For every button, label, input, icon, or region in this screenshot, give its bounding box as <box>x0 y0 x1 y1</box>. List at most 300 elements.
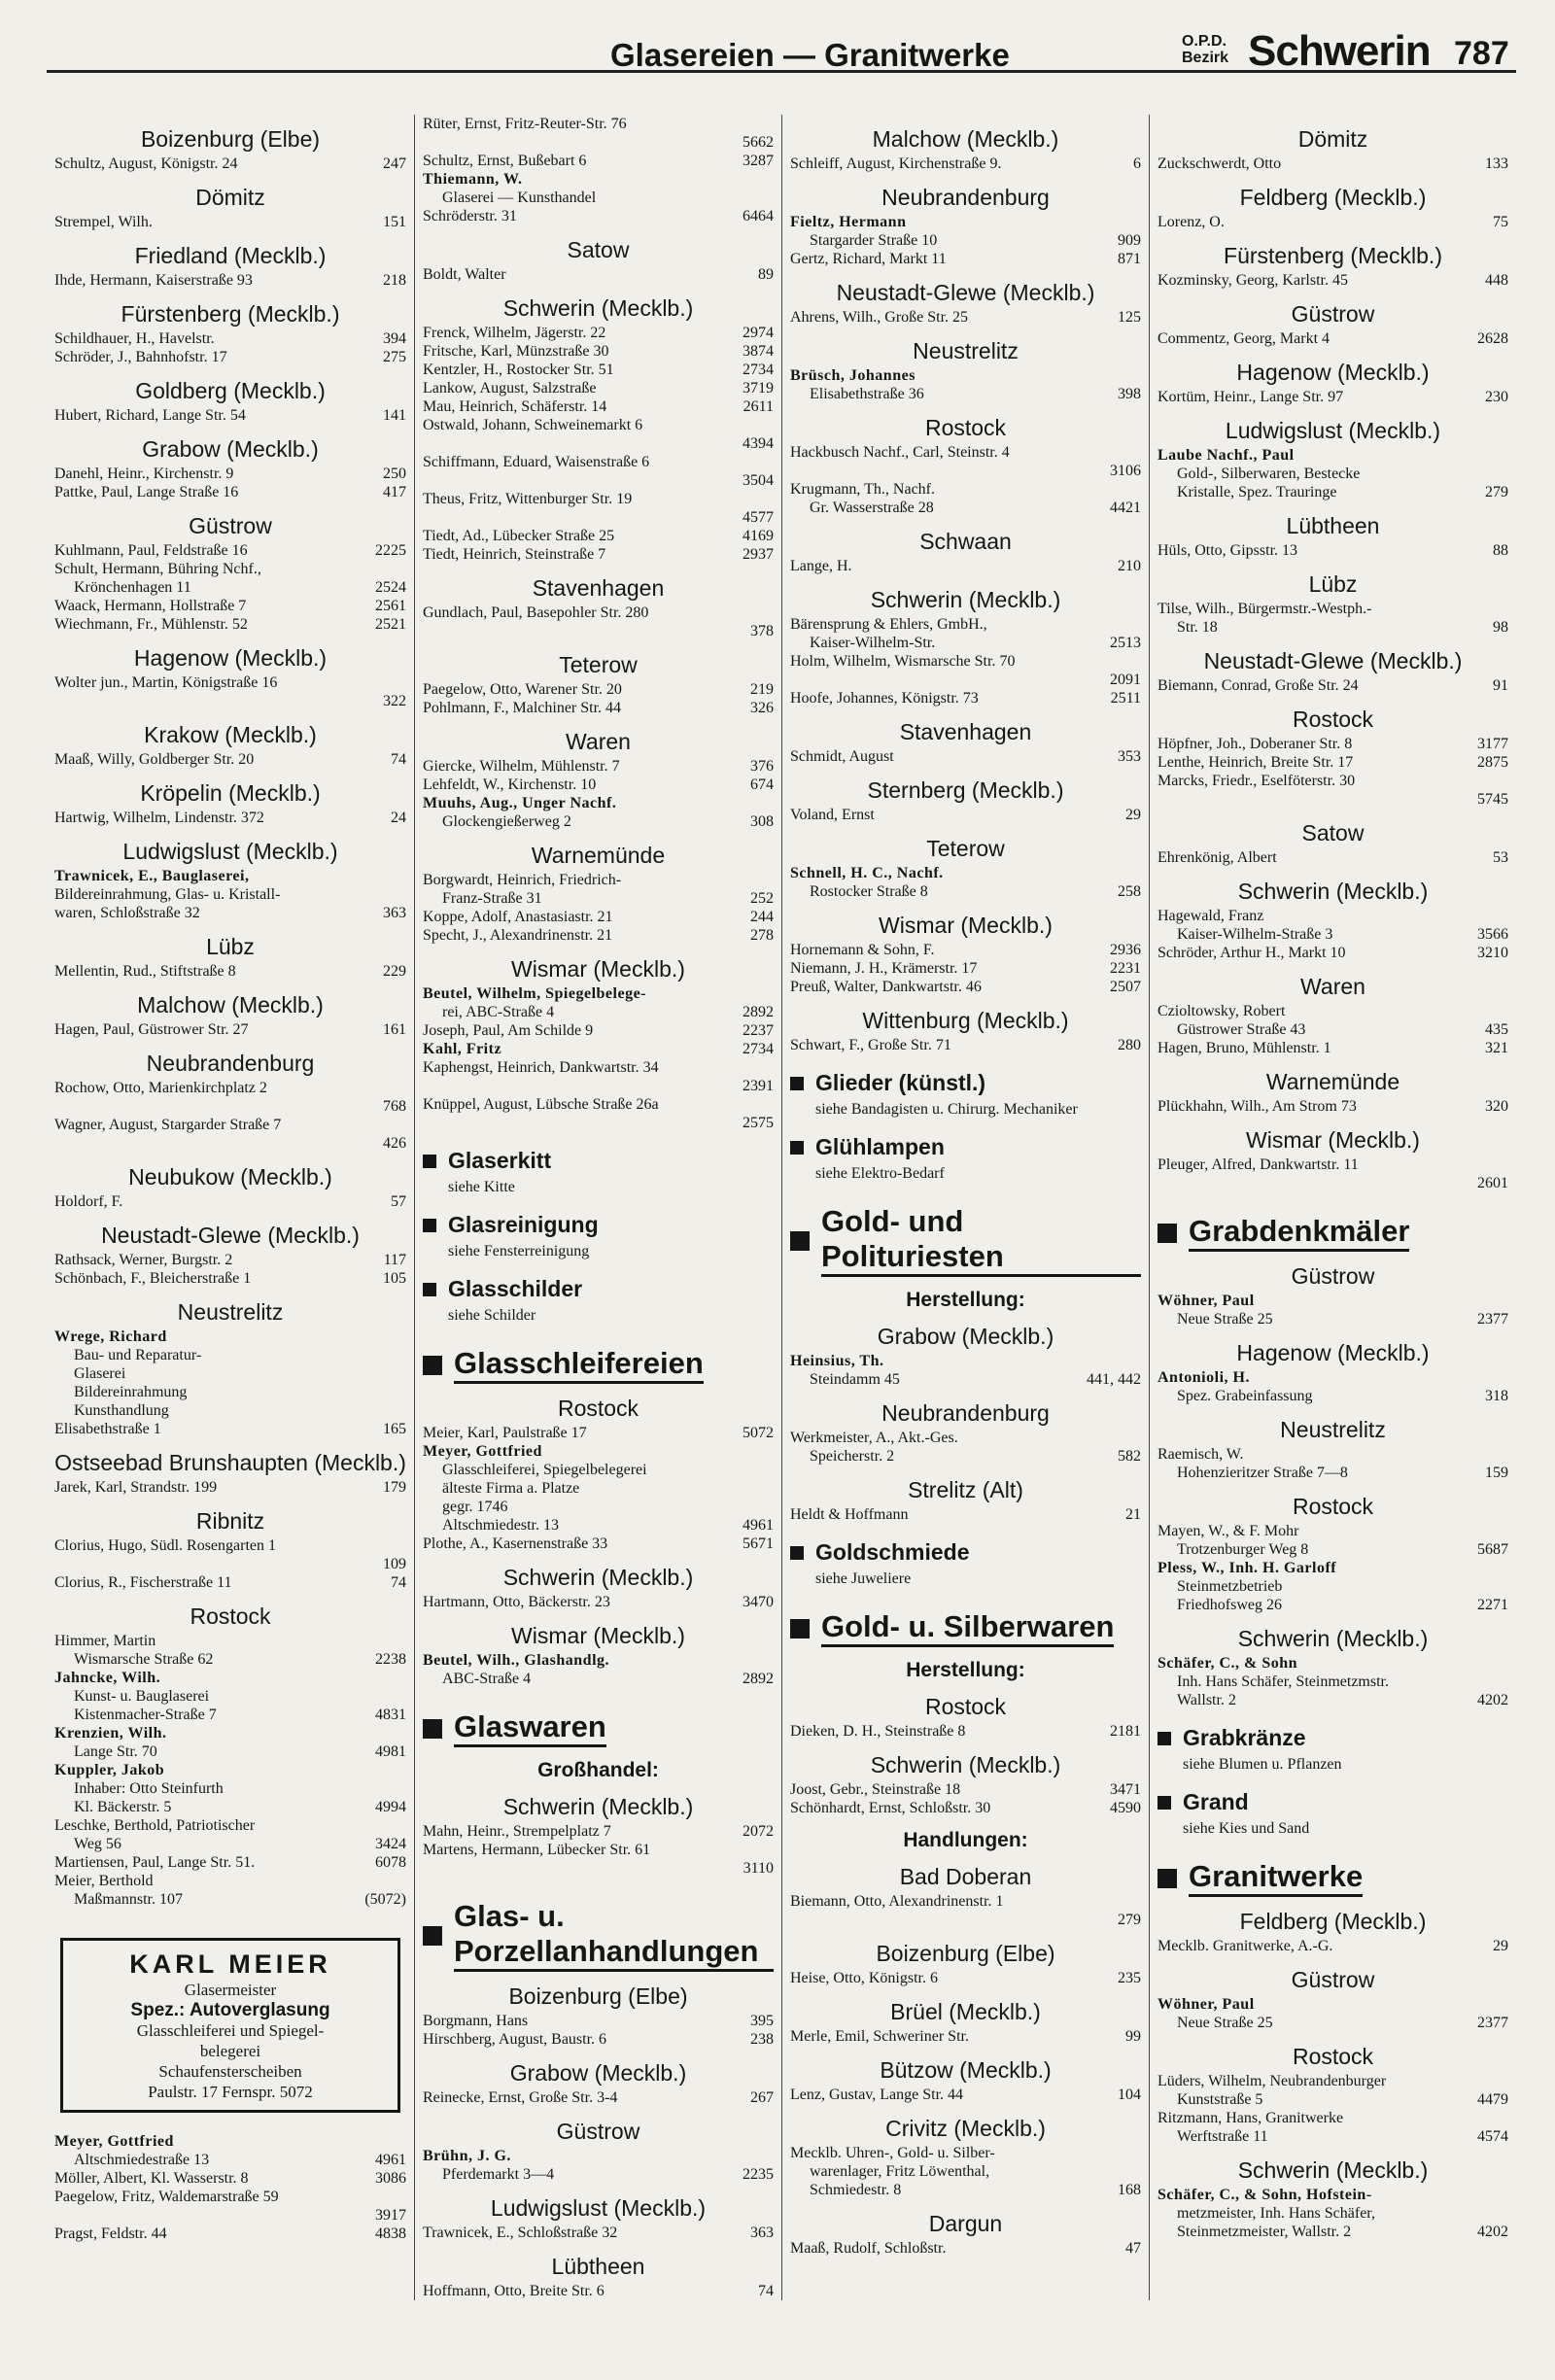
directory-entry <box>1158 790 1508 809</box>
section-title: Glasschilder <box>448 1276 583 1301</box>
entry-name: Pattke, Paul, Lange Straße 16 <box>54 484 239 500</box>
directory-entry <box>423 1516 774 1535</box>
entry-phone: 2377 <box>1477 1311 1508 1328</box>
entry-name <box>810 1911 1112 1929</box>
directory-entry <box>54 1835 406 1853</box>
entry-name: Brüsch, Johannes <box>790 367 916 384</box>
directory-entry <box>1158 2186 1508 2204</box>
directory-entry <box>423 527 774 545</box>
entry-phone <box>400 1328 406 1346</box>
city-heading: Rostock <box>190 1604 271 1629</box>
directory-entry <box>1158 213 1508 231</box>
directory-entry <box>1158 1995 1508 2014</box>
city-heading: Wismar (Mecklb.) <box>879 913 1053 938</box>
section-heading <box>423 1899 774 1972</box>
entry-name: Biemann, Otto, Alexandrinenstr. 1 <box>790 1893 1004 1910</box>
entry-name: Antonioli, H. <box>1158 1369 1250 1386</box>
section-title: Gold- u. Silberwaren <box>821 1609 1114 1647</box>
entry-phone <box>768 1442 774 1461</box>
directory-entry <box>54 1853 406 1872</box>
entry-phone: 3424 <box>375 1836 406 1852</box>
entry-name: Theus, Fritz, Wittenburger Str. 19 <box>423 491 633 507</box>
entry-name: Kl. Bäckerstr. 5 <box>74 1799 172 1815</box>
entry-name: Strempel, Wilh. <box>54 214 153 230</box>
square-bullet-icon <box>790 1546 804 1560</box>
entry-phone <box>768 1058 774 1077</box>
entry-name: Joseph, Paul, Am Schilde 9 <box>423 1022 594 1039</box>
directory-entry <box>54 1872 406 1890</box>
entry-phone: 2936 <box>1110 942 1141 958</box>
entry-phone: 99 <box>1125 2028 1141 2045</box>
entry-phone: 4831 <box>375 1707 406 1723</box>
entry-phone: 74 <box>758 2283 774 2299</box>
entry-name: Kozminsky, Georg, Karlstr. 45 <box>1158 272 1348 289</box>
city-heading: Wismar (Mecklb.) <box>511 956 685 982</box>
city-heading: Malchow (Mecklb.) <box>137 992 324 1018</box>
section-title: Glaswaren <box>454 1709 606 1747</box>
directory-entry <box>423 1535 774 1553</box>
entry-phone: 21 <box>1125 1506 1141 1523</box>
entry-name: Rüter, Ernst, Fritz-Reuter-Str. 76 <box>423 116 627 132</box>
entry-phone: 2231 <box>1110 960 1141 977</box>
square-bullet-icon <box>423 1283 436 1296</box>
directory-entry <box>790 689 1141 707</box>
entry-phone: 2734 <box>743 362 774 378</box>
entry-phone <box>768 170 774 189</box>
square-bullet-icon <box>1158 1869 1177 1888</box>
entry-name <box>74 1555 377 1573</box>
entry-name: Pragst, Feldstr. 44 <box>54 2225 167 2242</box>
directory-entry <box>790 1969 1141 1987</box>
entry-phone: 376 <box>750 758 774 775</box>
see-reference: siehe Schilder <box>448 1307 536 1324</box>
city-heading: Dömitz <box>1297 126 1368 152</box>
directory-entry <box>423 1479 774 1498</box>
directory-entry <box>54 348 406 366</box>
entry-phone: 247 <box>383 155 406 172</box>
section-heading <box>1158 1725 1508 1751</box>
entry-name: Hoffmann, Otto, Breite Str. 6 <box>423 2283 605 2299</box>
entry-name: Schröder, J., Bahnhofstr. 17 <box>54 349 227 365</box>
entry-name: Hirschberg, August, Baustr. 6 <box>423 2031 607 2048</box>
section-title: Gold- und Polituriesten <box>821 1204 1141 1277</box>
entry-name: Paegelow, Otto, Warener Str. 20 <box>423 681 622 698</box>
directory-entry <box>423 416 774 434</box>
entry-phone <box>400 1632 406 1650</box>
entry-phone: 179 <box>383 1479 406 1496</box>
directory-entry <box>790 978 1141 996</box>
entry-phone: (5072) <box>364 1891 406 1908</box>
entry-phone: 88 <box>1493 542 1508 559</box>
entry-name <box>442 434 737 453</box>
square-bullet-icon <box>1158 1224 1177 1243</box>
entry-phone <box>1135 615 1141 634</box>
section-heading <box>423 1709 774 1747</box>
entry-phone: 229 <box>383 963 406 980</box>
entry-phone: 3086 <box>375 2170 406 2187</box>
entry-phone <box>768 115 774 133</box>
directory-entry <box>1158 1691 1508 1709</box>
entry-phone <box>768 604 774 622</box>
square-bullet-icon <box>790 1141 804 1155</box>
entry-name: Neue Straße 25 <box>1177 1311 1273 1328</box>
entry-phone: 2521 <box>375 616 406 633</box>
city-heading: Schwerin (Mecklb.) <box>502 1565 694 1590</box>
entry-phone: 2237 <box>743 1022 774 1039</box>
directory-entry <box>423 1095 774 1114</box>
entry-name: Schäfer, C., & Sohn <box>1158 1655 1298 1672</box>
entry-phone <box>1503 1156 1508 1174</box>
see-reference: siehe Blumen u. Pflanzen <box>1183 1756 1342 1773</box>
entry-phone: 218 <box>383 272 406 289</box>
entry-phone: 4479 <box>1477 2091 1508 2108</box>
entry-phone: 238 <box>750 2031 774 2048</box>
entry-name: Bildereinrahmung, Glas- u. Kristall- <box>54 886 281 903</box>
city-heading: Warnemünde <box>531 843 666 868</box>
city-heading: Kröpelin (Mecklb.) <box>140 780 321 806</box>
directory-entry <box>790 213 1141 231</box>
directory-entry <box>423 1021 774 1040</box>
entry-phone: 6 <box>1133 155 1141 172</box>
entry-name: Hagen, Bruno, Mühlenstr. 1 <box>1158 1040 1331 1056</box>
entry-phone: 2377 <box>1477 2015 1508 2031</box>
entry-name: Niemann, J. H., Krämerstr. 17 <box>790 960 978 977</box>
city-heading: Wismar (Mecklb.) <box>511 1623 685 1648</box>
entry-name: Hohenzieritzer Straße 7—8 <box>1177 1465 1348 1481</box>
entry-phone: 210 <box>1118 558 1141 574</box>
entry-phone: 363 <box>750 2225 774 2241</box>
entry-name: Pless, W., Inh. H. Garloff <box>1158 1560 1337 1576</box>
city-heading: Boizenburg (Elbe) <box>508 1983 688 2009</box>
square-bullet-icon <box>1158 1796 1171 1810</box>
entry-phone <box>1135 1429 1141 1447</box>
directory-entry <box>1158 1310 1508 1328</box>
entry-phone: 280 <box>1118 1037 1141 1053</box>
directory-entry <box>423 434 774 453</box>
entry-phone <box>400 1536 406 1555</box>
directory-entry <box>1158 925 1508 944</box>
directory-entry <box>1158 1174 1508 1192</box>
directory-entry <box>790 2181 1141 2199</box>
entry-name: Mahn, Heinr., Strempelplatz 7 <box>423 1823 611 1840</box>
entry-phone: 2225 <box>375 542 406 559</box>
entry-phone: 768 <box>383 1098 406 1115</box>
entry-phone: 441, 442 <box>1087 1371 1141 1388</box>
directory-entry <box>54 673 406 692</box>
entry-name: Trotzenburger Weg 8 <box>1177 1541 1309 1558</box>
entry-phone <box>1135 366 1141 385</box>
column-1 <box>47 115 414 2300</box>
entry-phone <box>400 1346 406 1364</box>
entry-name: Kristalle, Spez. Trauringe <box>1177 484 1337 500</box>
entry-phone: 4838 <box>375 2225 406 2242</box>
entry-name: Holm, Wilhelm, Wismarsche Str. 70 <box>790 653 1016 670</box>
entry-name: Paegelow, Fritz, Waldemarstraße 59 <box>54 2189 279 2205</box>
entry-phone: 395 <box>750 2013 774 2029</box>
entry-phone: 4981 <box>375 1743 406 1760</box>
entry-name: Inhaber: Otto Steinfurth <box>74 1780 224 1797</box>
directory-entry <box>790 480 1141 499</box>
directory-entry <box>54 615 406 634</box>
entry-phone: 151 <box>383 214 406 230</box>
entry-phone: 2601 <box>1477 1175 1508 1191</box>
entry-name: Lüders, Wilhelm, Neubrandenburger <box>1158 2073 1387 2089</box>
directory-entry <box>423 170 774 189</box>
section-heading <box>790 1609 1141 1647</box>
entry-name: Dieken, D. H., Steinstraße 8 <box>790 1723 966 1740</box>
directory-entry <box>54 1116 406 1134</box>
section-title: Goldschmiede <box>815 1539 970 1565</box>
square-bullet-icon <box>790 1619 810 1638</box>
see-reference: siehe Fensterreinigung <box>448 1243 590 1259</box>
entry-phone: 125 <box>1118 309 1141 326</box>
directory-entry <box>423 604 774 622</box>
entry-name: Jahncke, Wilh. <box>54 1670 161 1686</box>
entry-name: Mau, Heinrich, Schäferstr. 14 <box>423 398 607 415</box>
entry-name: Beutel, Wilh., Glashandlg. <box>423 1652 610 1669</box>
entry-phone: 3210 <box>1477 945 1508 961</box>
directory-entry <box>423 1003 774 1021</box>
entry-phone: 109 <box>383 1556 406 1572</box>
city-heading: Neustrelitz <box>913 338 1019 363</box>
entry-phone: 4169 <box>743 528 774 544</box>
entry-phone <box>768 1095 774 1114</box>
entry-name: Hoofe, Johannes, Königstr. 73 <box>790 690 979 707</box>
entry-phone: 2611 <box>743 398 774 415</box>
directory-entry <box>790 864 1141 882</box>
entry-phone: 6078 <box>375 1854 406 1871</box>
entry-name: Martiensen, Paul, Lange Str. 51. <box>54 1854 256 1871</box>
directory-entry <box>54 962 406 981</box>
entry-name: Maßmannstr. 107 <box>74 1891 183 1908</box>
section-title: Glasreinigung <box>448 1212 599 1237</box>
directory-entry <box>1158 329 1508 348</box>
directory-entry <box>790 2086 1141 2104</box>
entry-name <box>442 508 737 527</box>
directory-entry <box>1158 1292 1508 1310</box>
entry-name: Raemisch, W. <box>1158 1446 1244 1463</box>
entry-name: Kunsthandlung <box>74 1402 169 1419</box>
entry-phone: 279 <box>1118 1912 1141 1928</box>
entry-phone <box>1503 446 1508 465</box>
directory-entry <box>790 2144 1141 2162</box>
entry-name: Bärensprung & Ehlers, GmbH., <box>790 616 987 633</box>
entry-name: Rostocker Straße 8 <box>810 883 928 900</box>
directory-entry <box>54 692 406 710</box>
entry-name: Schönbach, F., Bleicherstraße 1 <box>54 1270 252 1287</box>
entry-phone: 2181 <box>1110 1723 1141 1740</box>
city-heading: Ludwigslust (Mecklb.) <box>490 2195 707 2221</box>
column-2 <box>414 115 781 2300</box>
city-heading: Schwerin (Mecklb.) <box>870 1752 1061 1777</box>
directory-entry <box>54 1079 406 1097</box>
entry-phone <box>400 1687 406 1706</box>
entry-name: Pleuger, Alfred, Dankwartstr. 11 <box>1158 1156 1359 1173</box>
entry-phone <box>1503 1559 1508 1577</box>
directory-entry <box>54 560 406 578</box>
directory-entry <box>54 1134 406 1153</box>
entry-phone <box>1135 652 1141 671</box>
city-heading: Crivitz (Mecklb.) <box>885 2116 1046 2141</box>
directory-entry <box>1158 446 1508 465</box>
directory-entry <box>54 2132 406 2151</box>
entry-name: Jarek, Karl, Strandstr. 199 <box>54 1479 218 1496</box>
directory-entry <box>54 1798 406 1816</box>
entry-name: Meier, Berthold <box>54 1873 154 1889</box>
entry-phone <box>768 416 774 434</box>
city-heading: Güstrow <box>189 513 272 538</box>
entry-name: Lankow, August, Salzstraße <box>423 380 597 397</box>
directory-entry <box>790 385 1141 403</box>
square-bullet-icon <box>423 1356 442 1375</box>
entry-name: Mayen, W., & F. Mohr <box>1158 1523 1299 1539</box>
entry-phone: 320 <box>1485 1098 1508 1115</box>
directory-entry <box>54 1192 406 1211</box>
directory-entry <box>423 2088 774 2107</box>
city-heading: Hagenow (Mecklb.) <box>1236 1340 1430 1365</box>
entry-name: Borgmann, Hans <box>423 2013 529 2029</box>
city-heading: Neubukow (Mecklb.) <box>128 1164 332 1190</box>
city-heading: Neustadt-Glewe (Mecklb.) <box>836 280 1095 305</box>
entry-phone: 448 <box>1485 272 1508 289</box>
entry-phone: 5745 <box>1477 791 1508 808</box>
entry-phone: 5662 <box>743 134 774 151</box>
directory-entry <box>54 271 406 290</box>
directory-entry <box>1158 753 1508 772</box>
directory-entry <box>790 443 1141 462</box>
directory-entry <box>1158 1039 1508 1057</box>
directory-entry <box>423 379 774 397</box>
entry-name: Altschmiedestraße 13 <box>74 2152 210 2168</box>
directory-entry <box>790 634 1141 652</box>
directory-entry <box>54 2169 406 2188</box>
entry-name: Schäfer, C., & Sohn, Hofstein- <box>1158 2187 1372 2203</box>
directory-entry <box>423 490 774 508</box>
city-heading: Warnemünde <box>1265 1069 1400 1094</box>
directory-entry <box>790 806 1141 824</box>
entry-name: Hubert, Richard, Lange Str. 54 <box>54 407 246 424</box>
column-4 <box>1149 115 1516 2300</box>
directory-entry <box>1158 2014 1508 2032</box>
entry-phone: 75 <box>1493 214 1508 230</box>
entry-name: Gundlach, Paul, Basepohler Str. 280 <box>423 604 649 621</box>
directory-entry <box>54 2206 406 2225</box>
entry-phone: 4961 <box>743 1517 774 1534</box>
section-title: Glas- u. Porzellanhandlungen <box>454 1899 774 1972</box>
directory-entry <box>1158 271 1508 290</box>
entry-name: Reinecke, Ernst, Große Str. 3-4 <box>423 2089 618 2106</box>
directory-entry <box>423 1651 774 1670</box>
entry-name: Glasschleiferei, Spiegelbelegerei <box>442 1462 647 1478</box>
directory-entry <box>423 189 774 207</box>
entry-phone <box>768 490 774 508</box>
entry-name: Gr. Wasserstraße 28 <box>810 500 934 516</box>
directory-entry <box>790 1447 1141 1466</box>
entry-phone: 321 <box>1485 1040 1508 1056</box>
entry-phone <box>1135 864 1141 882</box>
entry-name: ABC-Straße 4 <box>442 1671 532 1687</box>
entry-name: Danehl, Heinr., Kirchenstr. 9 <box>54 466 234 482</box>
entry-phone <box>1135 213 1141 231</box>
directory-entry <box>54 1669 406 1687</box>
directory-entry <box>423 794 774 812</box>
directory-entry <box>790 231 1141 250</box>
entry-phone <box>768 794 774 812</box>
entry-phone <box>1135 1892 1141 1911</box>
entry-name: Güstrower Straße 43 <box>1177 1021 1306 1038</box>
directory-entry <box>54 1020 406 1039</box>
directory-entry <box>423 1498 774 1516</box>
city-heading: Neubrandenburg <box>881 185 1050 210</box>
entry-name: Preuß, Walter, Dankwartstr. 46 <box>790 979 982 995</box>
entry-name <box>74 692 377 710</box>
city-heading: Rostock <box>557 1396 639 1421</box>
entry-name: Wagner, August, Stargarder Straße 7 <box>54 1117 282 1133</box>
entry-name: Laube Nachf., Paul <box>1158 447 1295 464</box>
entry-phone: 2937 <box>743 546 774 563</box>
directory-entry <box>790 615 1141 634</box>
directory-entry <box>54 1687 406 1706</box>
entry-phone: 4590 <box>1110 1800 1141 1816</box>
directory-entry <box>54 1364 406 1383</box>
entry-name: Schmiedestr. 8 <box>810 2182 902 2198</box>
header-rule <box>47 70 1516 73</box>
entry-name: Tiedt, Heinrich, Steinstraße 7 <box>423 546 606 563</box>
city-heading: Stavenhagen <box>532 575 665 601</box>
city-heading: Dömitz <box>195 185 265 210</box>
city-heading: Neubrandenburg <box>881 1400 1050 1426</box>
directory-entry <box>423 776 774 794</box>
city-heading: Friedland (Mecklb.) <box>134 243 327 268</box>
directory-entry <box>1158 1673 1508 1691</box>
directory-entry <box>423 908 774 926</box>
entry-phone: 230 <box>1485 389 1508 405</box>
entry-name: warenlager, Fritz Löwenthal, <box>810 2163 990 2180</box>
directory-entry <box>54 2151 406 2169</box>
city-heading: Rostock <box>924 1694 1007 1719</box>
directory-entry <box>1158 1445 1508 1464</box>
entry-name: Elisabethstraße 1 <box>54 1421 161 1437</box>
entry-name: Franz-Straße 31 <box>442 890 542 907</box>
city-heading: Waren <box>566 729 631 754</box>
entry-phone <box>400 1401 406 1420</box>
directory-entry <box>423 1822 774 1841</box>
directory-entry <box>423 680 774 699</box>
city-heading: Rostock <box>1292 707 1374 732</box>
entry-name: Speicherstr. 2 <box>810 1448 895 1465</box>
entry-phone: 53 <box>1493 849 1508 866</box>
directory-entry <box>423 508 774 527</box>
square-bullet-icon <box>423 1719 442 1739</box>
entry-name: Kahl, Fritz <box>423 1041 502 1057</box>
entry-name: Borgwardt, Heinrich, Friedrich- <box>423 872 622 888</box>
entry-name: Rathsack, Werner, Burgstr. 2 <box>54 1252 233 1268</box>
entry-name: Rochow, Otto, Marienkirchplatz 2 <box>54 1080 267 1096</box>
entry-phone <box>400 673 406 692</box>
section-heading <box>423 1148 774 1174</box>
entry-name: Plückhahn, Wilh., Am Strom 73 <box>1158 1098 1357 1115</box>
entry-name: Gertz, Richard, Markt 11 <box>790 251 947 267</box>
entry-phone <box>1503 907 1508 925</box>
directory-entry <box>1158 1156 1508 1174</box>
directory-entry <box>423 1424 774 1442</box>
directory-entry <box>54 1383 406 1401</box>
entry-phone: 57 <box>391 1193 406 1210</box>
entry-name: Wallstr. 2 <box>1177 1692 1236 1708</box>
city-heading: Güstrow <box>1291 1967 1375 1992</box>
section-heading <box>790 1134 1141 1160</box>
entry-name: Kaphengst, Heinrich, Dankwartstr. 34 <box>423 1059 659 1076</box>
